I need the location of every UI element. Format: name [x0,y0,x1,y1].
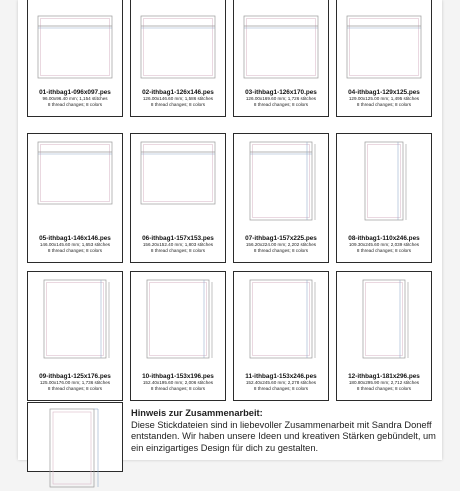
design-size-stitches: 152.40x195.60 mm; 2,006 stitches [142,380,214,386]
design-card [336,0,432,117]
design-caption [28,89,122,107]
design-caption [337,373,431,391]
design-preview [135,138,221,222]
design-thread-info: 8 thread changes; 8 colors [150,385,206,391]
design-card [27,271,123,401]
design-filename: 03-ithbag1-126x170.pes [245,89,317,96]
design-caption [337,89,431,107]
design-card [130,133,226,263]
design-size-stitches: 129.00x125.00 mm; 1,495 stitches [348,96,420,102]
design-filename: 01-ithbag1-096x097.pes [39,89,111,96]
design-thread-info: 8 thread changes; 8 colors [47,247,103,253]
design-preview [238,12,324,96]
design-card [27,133,123,263]
design-thread-info: 8 thread changes; 8 colors [47,385,103,391]
design-size-stitches: 156.20x152.40 mm; 1,803 stitches [142,242,214,248]
design-thread-info: 8 thread changes; 8 colors [253,385,309,391]
design-thread-info: 8 thread changes; 8 colors [356,247,412,253]
design-card [130,271,226,401]
design-thread-info: 8 thread changes; 8 colors [253,101,309,107]
design-thread-info: 8 thread changes; 8 colors [150,247,206,253]
design-preview [32,138,118,222]
design-filename: 10-ithbag1-153x196.pes [142,373,214,380]
design-preview-partial [32,407,118,491]
design-thread-info: 8 thread changes; 8 colors [356,101,412,107]
note-title: Hinweis zur Zusammenarbeit: [131,408,263,418]
design-size-stitches: 96.00x96.40 mm; 1,154 stitches [42,96,108,102]
design-card [27,0,123,117]
collaboration-note [131,408,441,454]
design-size-stitches: 125.00x176.00 mm; 1,736 stitches [39,380,111,386]
document-page [18,0,442,460]
design-filename: 11-ithbag1-153x246.pes [245,373,317,380]
design-size-stitches: 126.00x169.60 mm; 1,726 stitches [245,96,317,102]
design-thread-info: 8 thread changes; 8 colors [47,101,103,107]
design-size-stitches: 156.20x224.00 mm; 2,202 stitches [245,242,317,248]
design-preview [341,276,427,360]
design-card [233,0,329,117]
design-size-stitches: 146.00x145.60 mm; 1,653 stitches [39,242,111,248]
design-filename: 12-ithbag1-181x296.pes [348,373,420,380]
design-caption [131,373,225,391]
design-preview [341,12,427,96]
design-filename: 05-ithbag1-146x146.pes [39,235,111,242]
design-caption [28,373,122,391]
design-card [336,271,432,401]
design-card [233,133,329,263]
design-size-stitches: 180.80x295.90 mm; 2,712 stitches [348,380,420,386]
design-card [130,0,226,117]
design-filename: 09-ithbag1-125x176.pes [39,373,111,380]
design-preview [32,12,118,96]
design-caption [234,235,328,253]
design-filename: 02-ithbag1-126x146.pes [142,89,214,96]
design-filename: 06-ithbag1-157x153.pes [142,235,214,242]
design-thread-info: 8 thread changes; 8 colors [253,247,309,253]
design-preview [135,12,221,96]
design-size-stitches: 152.40x245.60 mm; 2,278 stitches [245,380,317,386]
design-caption [234,373,328,391]
design-preview [238,276,324,360]
design-filename: 08-ithbag1-110x246.pes [348,235,420,242]
design-card [336,133,432,263]
design-caption [337,235,431,253]
note-body: Diese Stickdateien sind in liebevoller Zusammenarbeit mit Sandra Doneff entstanden. Wir haben unsere Ideen und kreativen Stärken gebündelt, um ein einzigartiges Design für dich zu gestalten. [131,419,436,453]
design-card-partial [27,402,123,472]
design-thread-info: 8 thread changes; 8 colors [150,101,206,107]
design-size-stitches: 109.30x245.60 mm; 2,039 stitches [348,242,420,248]
design-size-stitches: 126.00x146.60 mm; 1,586 stitches [142,96,214,102]
design-preview [32,276,118,360]
design-caption [131,235,225,253]
design-preview [238,138,324,222]
design-caption [131,89,225,107]
design-filename: 07-ithbag1-157x225.pes [245,235,317,242]
design-filename: 04-ithbag1-129x125.pes [348,89,420,96]
design-card [233,271,329,401]
design-caption [28,235,122,253]
design-preview [341,138,427,222]
design-caption [234,89,328,107]
design-thread-info: 8 thread changes; 8 colors [356,385,412,391]
design-preview [135,276,221,360]
